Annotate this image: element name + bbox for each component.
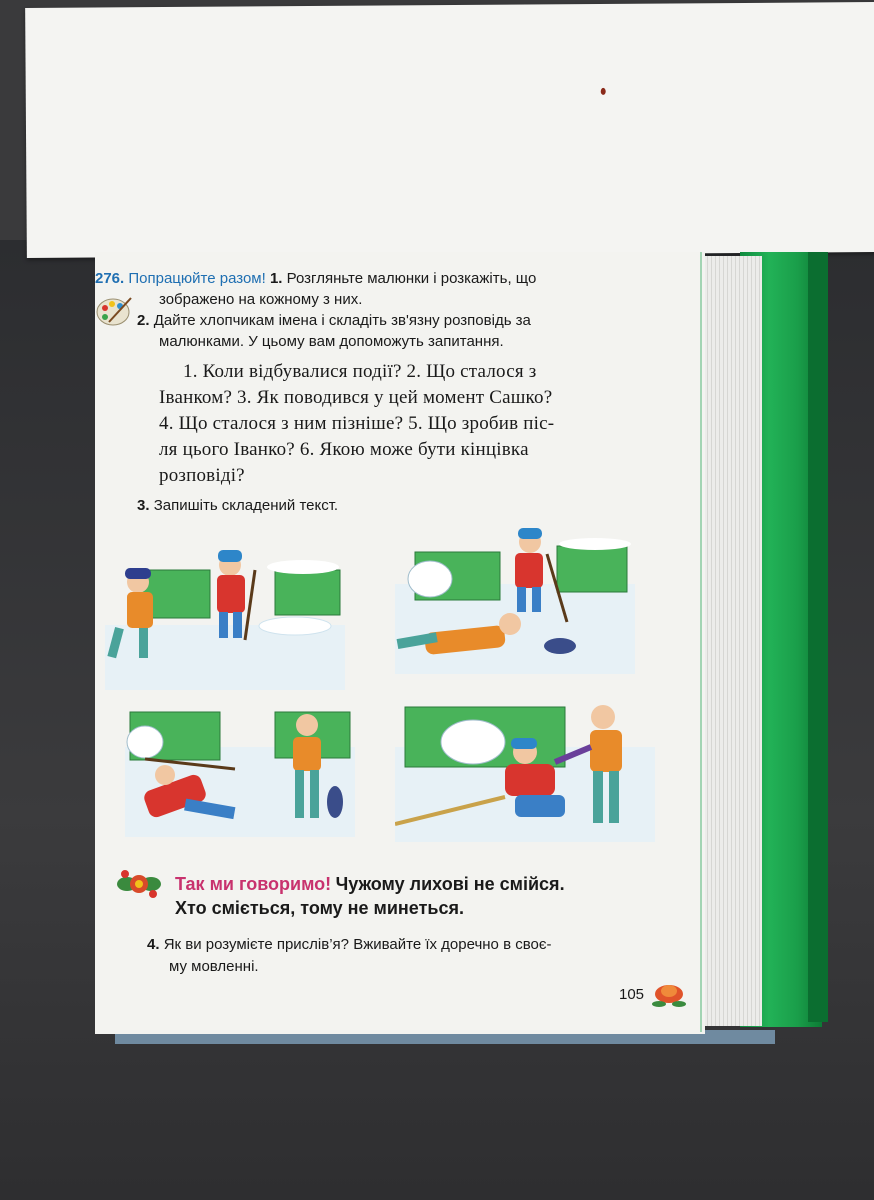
task3-number: 3. — [137, 497, 150, 514]
question-line-1: 1. Коли відбувалися події? 2. Що сталося з — [183, 361, 537, 382]
illustration-4 — [395, 692, 655, 842]
question-line-2: Іванком? 3. Як поводився у цей момент Сашко? — [159, 387, 553, 408]
task1-number: 1. — [269, 270, 283, 287]
white-paper-sheet — [25, 2, 874, 258]
task3 — [137, 495, 338, 516]
paper-mark — [601, 88, 606, 95]
page-edges — [700, 256, 762, 1026]
task2-text-line1: Дайте хлопчикам імена і складіть зв'язну розповідь за — [153, 312, 531, 329]
page-number: 105 — [619, 986, 645, 1003]
flower-icon — [651, 980, 687, 1010]
illustration-3 — [125, 707, 355, 837]
exercise-header-line1 — [95, 268, 536, 289]
textbook-page — [95, 252, 705, 1034]
task2-text-line2: малюнками. У цьому вам допоможуть запитання. — [159, 333, 504, 350]
saying-line1 — [175, 874, 565, 895]
proverb-1: Чужому лихові не смійся. — [335, 874, 565, 894]
question-line-3: 4. Що сталося з ним пізніше? 5. Що зробив піс- — [159, 413, 555, 434]
book-cover-edge — [808, 252, 828, 1022]
task1-text-line2: зображено на кожному з них. — [159, 291, 363, 308]
illustration-2 — [395, 524, 635, 674]
saying-label: Так ми говоримо! — [175, 874, 332, 894]
proverb-2: Хто сміється, тому не минеться. — [175, 898, 464, 918]
task4-text-line2: му мовленні. — [169, 958, 259, 975]
task4-text-line1: Як ви розумієте прислів’я? Вживайте їх доречно в своє- — [163, 936, 552, 953]
task1-text-line1: Розгляньте малюнки і розкажіть, що — [286, 270, 537, 287]
task3-text: Запишіть складений текст. — [153, 497, 339, 514]
task4-line1 — [147, 934, 552, 955]
question-line-5: розповіді? — [159, 465, 245, 486]
palette-icon — [95, 292, 133, 330]
page-margin-line — [700, 252, 702, 1032]
exercise-intro: Попрацюйте разом! — [128, 270, 266, 287]
flower-ornament-icon — [113, 864, 165, 904]
task4-number: 4. — [147, 936, 160, 953]
task2-number: 2. — [137, 312, 150, 329]
illustration-1 — [105, 530, 345, 690]
exercise-number: 276. — [95, 270, 125, 287]
question-line-4: ля цього Іванко? 6. Якою може бути кінцівка — [159, 439, 529, 460]
task2-line1 — [137, 310, 531, 331]
